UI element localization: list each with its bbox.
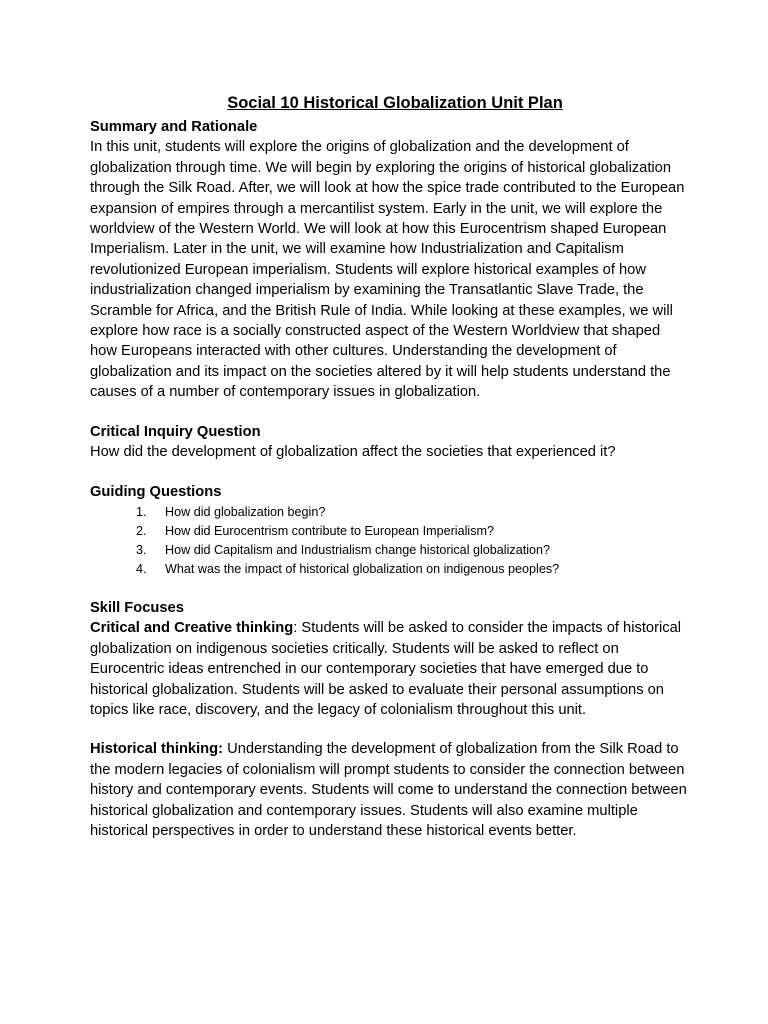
list-number: 1. bbox=[136, 504, 147, 519]
historical-thinking-label: Historical thinking: bbox=[90, 741, 224, 758]
spacer bbox=[90, 403, 690, 422]
historical-thinking-paragraph bbox=[90, 739, 690, 841]
spacer bbox=[90, 579, 690, 598]
list-item-text: How did Eurocentrism contribute to European Imperialism? bbox=[165, 523, 494, 538]
list-item-text: How did Capitalism and Industrialism change historical globalization? bbox=[165, 542, 551, 557]
list-number: 2. bbox=[136, 523, 147, 538]
critical-thinking-label: Critical and Creative thinking bbox=[90, 620, 294, 637]
document-content bbox=[90, 92, 690, 841]
guiding-questions-list bbox=[90, 503, 690, 579]
list-item-text: What was the impact of historical globalization on indigenous peoples? bbox=[165, 561, 560, 576]
list-number: 4. bbox=[136, 561, 147, 576]
skills-heading: Skill Focuses bbox=[90, 599, 184, 616]
inquiry-heading: Critical Inquiry Question bbox=[90, 423, 261, 440]
list-item bbox=[90, 541, 690, 560]
spacer bbox=[90, 463, 690, 482]
critical-thinking-paragraph bbox=[90, 618, 690, 720]
list-item bbox=[90, 560, 690, 579]
guiding-heading: Guiding Questions bbox=[90, 483, 222, 500]
summary-paragraph: In this unit, students will explore the origins of globalization and the development of globalization through time. We will begin by exploring the origins of historical globalization through the Silk Road. After, we will look at how the spice trade contributed to the European expansion of empires through a mercantilist system. Early in the unit, we will explore the worldview of the Western World. We will look at how this Eurocentrism shaped European Imperialism. Later in the unit, we will examine how Industrialization and Capitalism revolutionized European imperialism. Students will explore historical examples of how industrialization changed imperialism by examining the Transatlantic Slave Trade, the Scramble for Africa, and the British Rule of India. While looking at these examples, we will explore how race is a socially constructed aspect of the Western Worldview that shaped how Europeans interacted with other cultures. Understanding the development of globalization and its impact on the societies altered by it will help students understand the causes of a number of contemporary issues in globalization. bbox=[90, 139, 685, 401]
list-item-text: How did globalization begin? bbox=[165, 504, 326, 519]
list-item bbox=[90, 522, 690, 541]
critical-thinking-text: : Students will be asked to consider the impacts of historical globalization on indigenous societies critically. Students will be asked to reflect on Eurocentric ideas entrenched in our contemporary societies that have emerged due to historical globalization. Students will be asked to evaluate their personal assumptions on topics like race, discovery, and the legacy of colonialism throughout this unit. bbox=[90, 620, 682, 718]
spacer bbox=[90, 720, 690, 739]
summary-heading: Summary and Rationale bbox=[90, 119, 258, 135]
page-title: Social 10 Historical Globalization Unit Plan bbox=[227, 94, 563, 112]
list-item bbox=[90, 503, 690, 522]
list-number: 3. bbox=[136, 542, 147, 557]
historical-thinking-text: Understanding the development of globalization from the Silk Road to the modern legacies of colonialism will prompt students to consider the connection between history and contemporary events. Students will come to understand the connection between historical globalization and contemporary issues. Students will also examine multiple historical perspectives in order to understand these historical events better. bbox=[90, 741, 687, 839]
inquiry-question: How did the development of globalization affect the societies that experienced it? bbox=[90, 444, 616, 461]
